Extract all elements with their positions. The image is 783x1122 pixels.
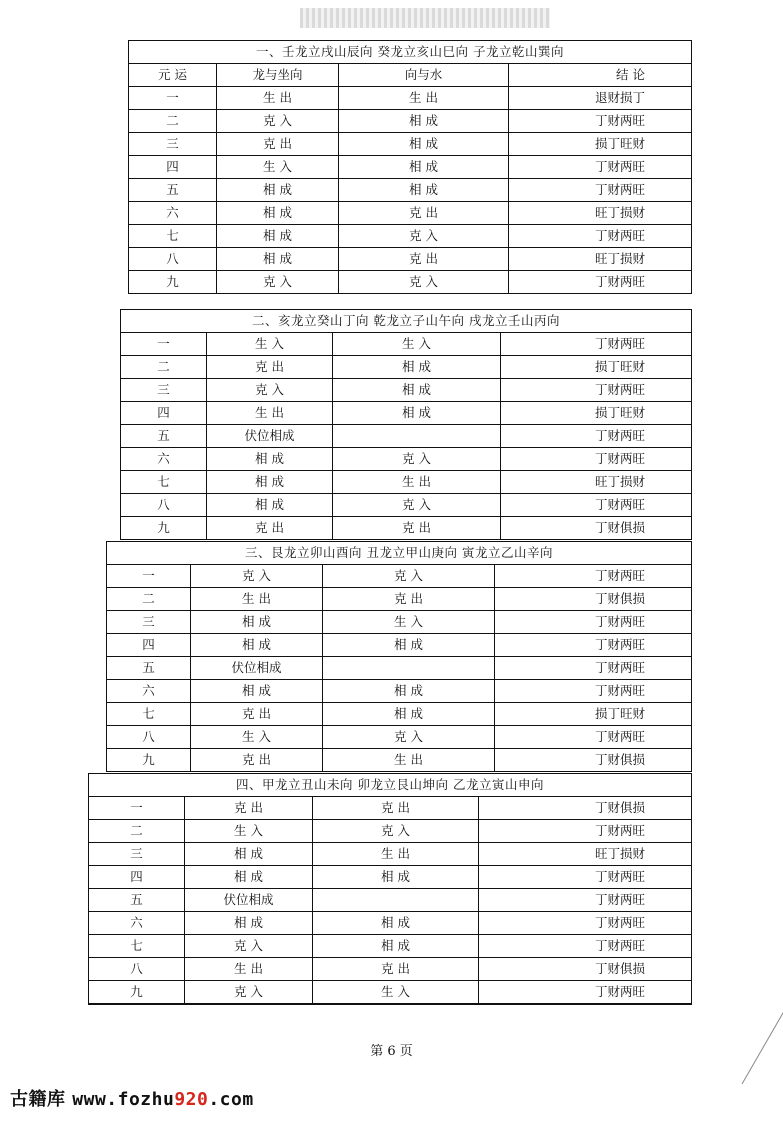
result-cell: 损丁旺财 [594, 706, 645, 721]
dragon-cell: 相 成 [217, 225, 339, 247]
table-row [121, 379, 691, 402]
water-cell: 克 出 [333, 517, 501, 539]
result-cell: 损丁旺财 [594, 136, 645, 151]
water-cell: 相 成 [333, 356, 501, 378]
water-cell: 克 入 [339, 225, 509, 247]
water-cell: 生 出 [313, 843, 479, 865]
period-cell: 三 [89, 843, 185, 865]
result-cell: 退财损丁 [594, 90, 645, 105]
dragon-cell: 克 入 [217, 271, 339, 293]
water-cell: 克 入 [323, 565, 495, 587]
period-cell: 六 [89, 912, 185, 934]
table-row [129, 87, 691, 110]
dragon-cell: 相 成 [185, 866, 313, 888]
result-cell: 丁财两旺 [594, 938, 645, 953]
period-cell: 二 [129, 110, 217, 132]
dragon-cell: 生 入 [185, 820, 313, 842]
watermark-name: 古籍库 [10, 1089, 66, 1110]
table-section-2 [120, 309, 692, 540]
water-cell: 克 出 [339, 202, 509, 224]
dragon-cell: 克 出 [191, 703, 323, 725]
period-cell: 七 [121, 471, 207, 493]
dragon-cell: 克 出 [207, 517, 333, 539]
table-row [129, 110, 691, 133]
table-row [107, 726, 691, 749]
site-watermark [10, 1085, 254, 1111]
result-cell: 丁财俱损 [594, 800, 645, 815]
water-cell: 相 成 [313, 935, 479, 957]
table-row [89, 820, 691, 843]
period-cell: 一 [121, 333, 207, 355]
water-cell: 相 成 [339, 133, 509, 155]
table-row [121, 517, 691, 540]
scan-artifact-header [300, 8, 550, 28]
period-cell: 六 [107, 680, 191, 702]
period-cell: 九 [121, 517, 207, 539]
dragon-cell: 生 出 [217, 87, 339, 109]
dragon-cell: 相 成 [191, 680, 323, 702]
water-cell: 相 成 [339, 110, 509, 132]
section-title: 一、壬龙立戌山辰向 癸龙立亥山巳向 子龙立乾山巽向 [129, 41, 691, 64]
watermark-url-suffix: .com [208, 1089, 254, 1110]
period-cell: 五 [107, 657, 191, 679]
dragon-cell: 生 入 [191, 726, 323, 748]
period-cell: 二 [107, 588, 191, 610]
result-cell: 丁财两旺 [594, 614, 645, 629]
water-cell [323, 657, 495, 679]
water-cell: 克 入 [323, 726, 495, 748]
water-cell: 克 出 [313, 797, 479, 819]
dragon-cell: 相 成 [217, 202, 339, 224]
result-cell: 损丁旺财 [594, 405, 645, 420]
result-cell: 丁财两旺 [594, 382, 645, 397]
water-cell: 相 成 [333, 379, 501, 401]
dragon-cell: 伏位相成 [191, 657, 323, 679]
water-cell: 克 入 [313, 820, 479, 842]
result-cell: 丁财两旺 [594, 637, 645, 652]
table-row [107, 634, 691, 657]
table-row [89, 797, 691, 820]
result-cell: 丁财俱损 [594, 961, 645, 976]
table-row [129, 225, 691, 248]
table-row [107, 588, 691, 611]
period-cell: 七 [89, 935, 185, 957]
water-cell: 克 出 [323, 588, 495, 610]
table-row [107, 611, 691, 634]
table-row [89, 843, 691, 866]
dragon-cell: 克 出 [207, 356, 333, 378]
table-row [107, 703, 691, 726]
result-header: 结 论 [616, 67, 645, 82]
watermark-url-prefix: www.fozhu [72, 1089, 175, 1110]
water-cell: 相 成 [339, 156, 509, 178]
dragon-header: 龙与坐向 [217, 64, 339, 86]
result-cell: 丁财俱损 [594, 591, 645, 606]
result-cell: 旺丁损财 [594, 205, 645, 220]
water-cell: 生 出 [333, 471, 501, 493]
dragon-cell: 相 成 [185, 843, 313, 865]
period-cell: 七 [129, 225, 217, 247]
dragon-cell: 克 出 [185, 797, 313, 819]
result-cell: 丁财两旺 [594, 159, 645, 174]
table-row [129, 179, 691, 202]
result-cell: 丁财两旺 [594, 683, 645, 698]
result-cell: 丁财两旺 [594, 274, 645, 289]
table-row [107, 565, 691, 588]
table-row [129, 271, 691, 294]
period-cell: 五 [129, 179, 217, 201]
dragon-cell: 相 成 [207, 471, 333, 493]
dragon-cell: 克 入 [217, 110, 339, 132]
result-cell: 丁财俱损 [594, 752, 645, 767]
period-cell: 八 [129, 248, 217, 270]
period-cell: 三 [129, 133, 217, 155]
table-row [89, 912, 691, 935]
dragon-cell: 克 出 [191, 749, 323, 771]
dragon-cell: 生 入 [207, 333, 333, 355]
water-cell: 生 入 [333, 333, 501, 355]
table-section-3 [106, 541, 692, 772]
table-row [121, 471, 691, 494]
dragon-cell: 伏位相成 [207, 425, 333, 447]
result-cell: 丁财俱损 [594, 520, 645, 535]
result-cell: 丁财两旺 [594, 182, 645, 197]
water-cell: 相 成 [323, 680, 495, 702]
result-cell: 旺丁损财 [594, 846, 645, 861]
section-rows [89, 797, 691, 1004]
period-cell: 九 [129, 271, 217, 293]
table-row [89, 935, 691, 958]
result-cell: 丁财两旺 [594, 113, 645, 128]
dragon-cell: 相 成 [185, 912, 313, 934]
result-cell: 丁财两旺 [594, 428, 645, 443]
water-cell: 生 入 [313, 981, 479, 1003]
period-cell: 一 [107, 565, 191, 587]
table-row [129, 133, 691, 156]
water-cell: 克 入 [333, 494, 501, 516]
dragon-cell: 生 出 [207, 402, 333, 424]
period-cell: 一 [89, 797, 185, 819]
water-cell: 相 成 [313, 866, 479, 888]
dragon-cell: 克 入 [191, 565, 323, 587]
period-cell: 六 [129, 202, 217, 224]
table-row [89, 889, 691, 912]
period-cell: 三 [107, 611, 191, 633]
dragon-cell: 克 入 [185, 935, 313, 957]
period-cell: 三 [121, 379, 207, 401]
table-row [121, 333, 691, 356]
page-number: 第 6 页 [370, 1044, 413, 1059]
table-row [121, 356, 691, 379]
water-cell: 相 成 [339, 179, 509, 201]
period-cell: 五 [89, 889, 185, 911]
period-header: 元 运 [129, 64, 217, 86]
water-cell: 相 成 [333, 402, 501, 424]
watermark-url [72, 1089, 253, 1110]
period-cell: 九 [107, 749, 191, 771]
table-row [107, 657, 691, 680]
water-cell: 生 出 [339, 87, 509, 109]
period-cell: 四 [129, 156, 217, 178]
water-cell: 克 出 [339, 248, 509, 270]
period-cell: 八 [107, 726, 191, 748]
water-cell [333, 425, 501, 447]
dragon-cell: 相 成 [217, 248, 339, 270]
result-cell: 旺丁损财 [594, 251, 645, 266]
dragon-cell: 相 成 [207, 494, 333, 516]
period-cell: 六 [121, 448, 207, 470]
result-cell: 旺丁损财 [594, 474, 645, 489]
water-cell [313, 889, 479, 911]
table-row [89, 866, 691, 889]
table-row [107, 680, 691, 703]
dragon-cell: 相 成 [191, 634, 323, 656]
dragon-cell: 生 入 [217, 156, 339, 178]
result-cell: 丁财两旺 [594, 729, 645, 744]
table-section-1 [128, 40, 692, 294]
result-cell: 丁财两旺 [594, 660, 645, 675]
water-header: 向与水 [339, 64, 509, 86]
watermark-url-number: 920 [174, 1089, 209, 1110]
period-cell: 七 [107, 703, 191, 725]
water-cell: 相 成 [313, 912, 479, 934]
period-cell: 八 [121, 494, 207, 516]
dragon-cell: 相 成 [191, 611, 323, 633]
dragon-cell: 生 出 [191, 588, 323, 610]
section-rows [129, 87, 691, 294]
section-title: 四、甲龙立丑山未向 卯龙立艮山坤向 乙龙立寅山申向 [89, 774, 691, 797]
period-cell: 四 [89, 866, 185, 888]
dragon-cell: 克 入 [207, 379, 333, 401]
result-cell: 丁财两旺 [594, 336, 645, 351]
water-cell: 克 出 [313, 958, 479, 980]
table-section-4 [88, 773, 692, 1005]
result-cell: 丁财两旺 [594, 915, 645, 930]
period-cell: 九 [89, 981, 185, 1003]
section-title: 二、亥龙立癸山丁向 乾龙立子山午向 戌龙立壬山丙向 [121, 310, 691, 333]
result-cell: 损丁旺财 [594, 359, 645, 374]
dragon-cell: 相 成 [207, 448, 333, 470]
section-title: 三、艮龙立卯山酉向 丑龙立甲山庚向 寅龙立乙山辛向 [107, 542, 691, 565]
period-cell: 四 [107, 634, 191, 656]
result-cell: 丁财两旺 [594, 869, 645, 884]
header-row [129, 64, 691, 87]
period-cell: 二 [121, 356, 207, 378]
period-cell: 二 [89, 820, 185, 842]
dragon-cell: 伏位相成 [185, 889, 313, 911]
table-row [121, 402, 691, 425]
result-cell: 丁财两旺 [594, 497, 645, 512]
period-cell: 四 [121, 402, 207, 424]
table-row [107, 749, 691, 772]
water-cell: 克 入 [339, 271, 509, 293]
dragon-cell: 生 出 [185, 958, 313, 980]
result-cell: 丁财两旺 [594, 823, 645, 838]
dragon-cell: 相 成 [217, 179, 339, 201]
table-row [129, 248, 691, 271]
table-row [121, 425, 691, 448]
period-cell: 一 [129, 87, 217, 109]
dragon-cell: 克 入 [185, 981, 313, 1003]
water-cell: 克 入 [333, 448, 501, 470]
table-row [89, 981, 691, 1004]
section-rows [107, 565, 691, 772]
dragon-cell: 克 出 [217, 133, 339, 155]
table-row [129, 156, 691, 179]
water-cell: 相 成 [323, 703, 495, 725]
section-rows [121, 333, 691, 540]
result-cell: 丁财两旺 [594, 892, 645, 907]
period-cell: 五 [121, 425, 207, 447]
result-cell: 丁财两旺 [594, 984, 645, 999]
water-cell: 生 入 [323, 611, 495, 633]
table-row [89, 958, 691, 981]
water-cell: 相 成 [323, 634, 495, 656]
table-row [129, 202, 691, 225]
result-cell: 丁财两旺 [594, 451, 645, 466]
table-row [121, 494, 691, 517]
table-row [121, 448, 691, 471]
period-cell: 八 [89, 958, 185, 980]
water-cell: 生 出 [323, 749, 495, 771]
result-cell: 丁财两旺 [594, 228, 645, 243]
result-cell: 丁财两旺 [594, 568, 645, 583]
